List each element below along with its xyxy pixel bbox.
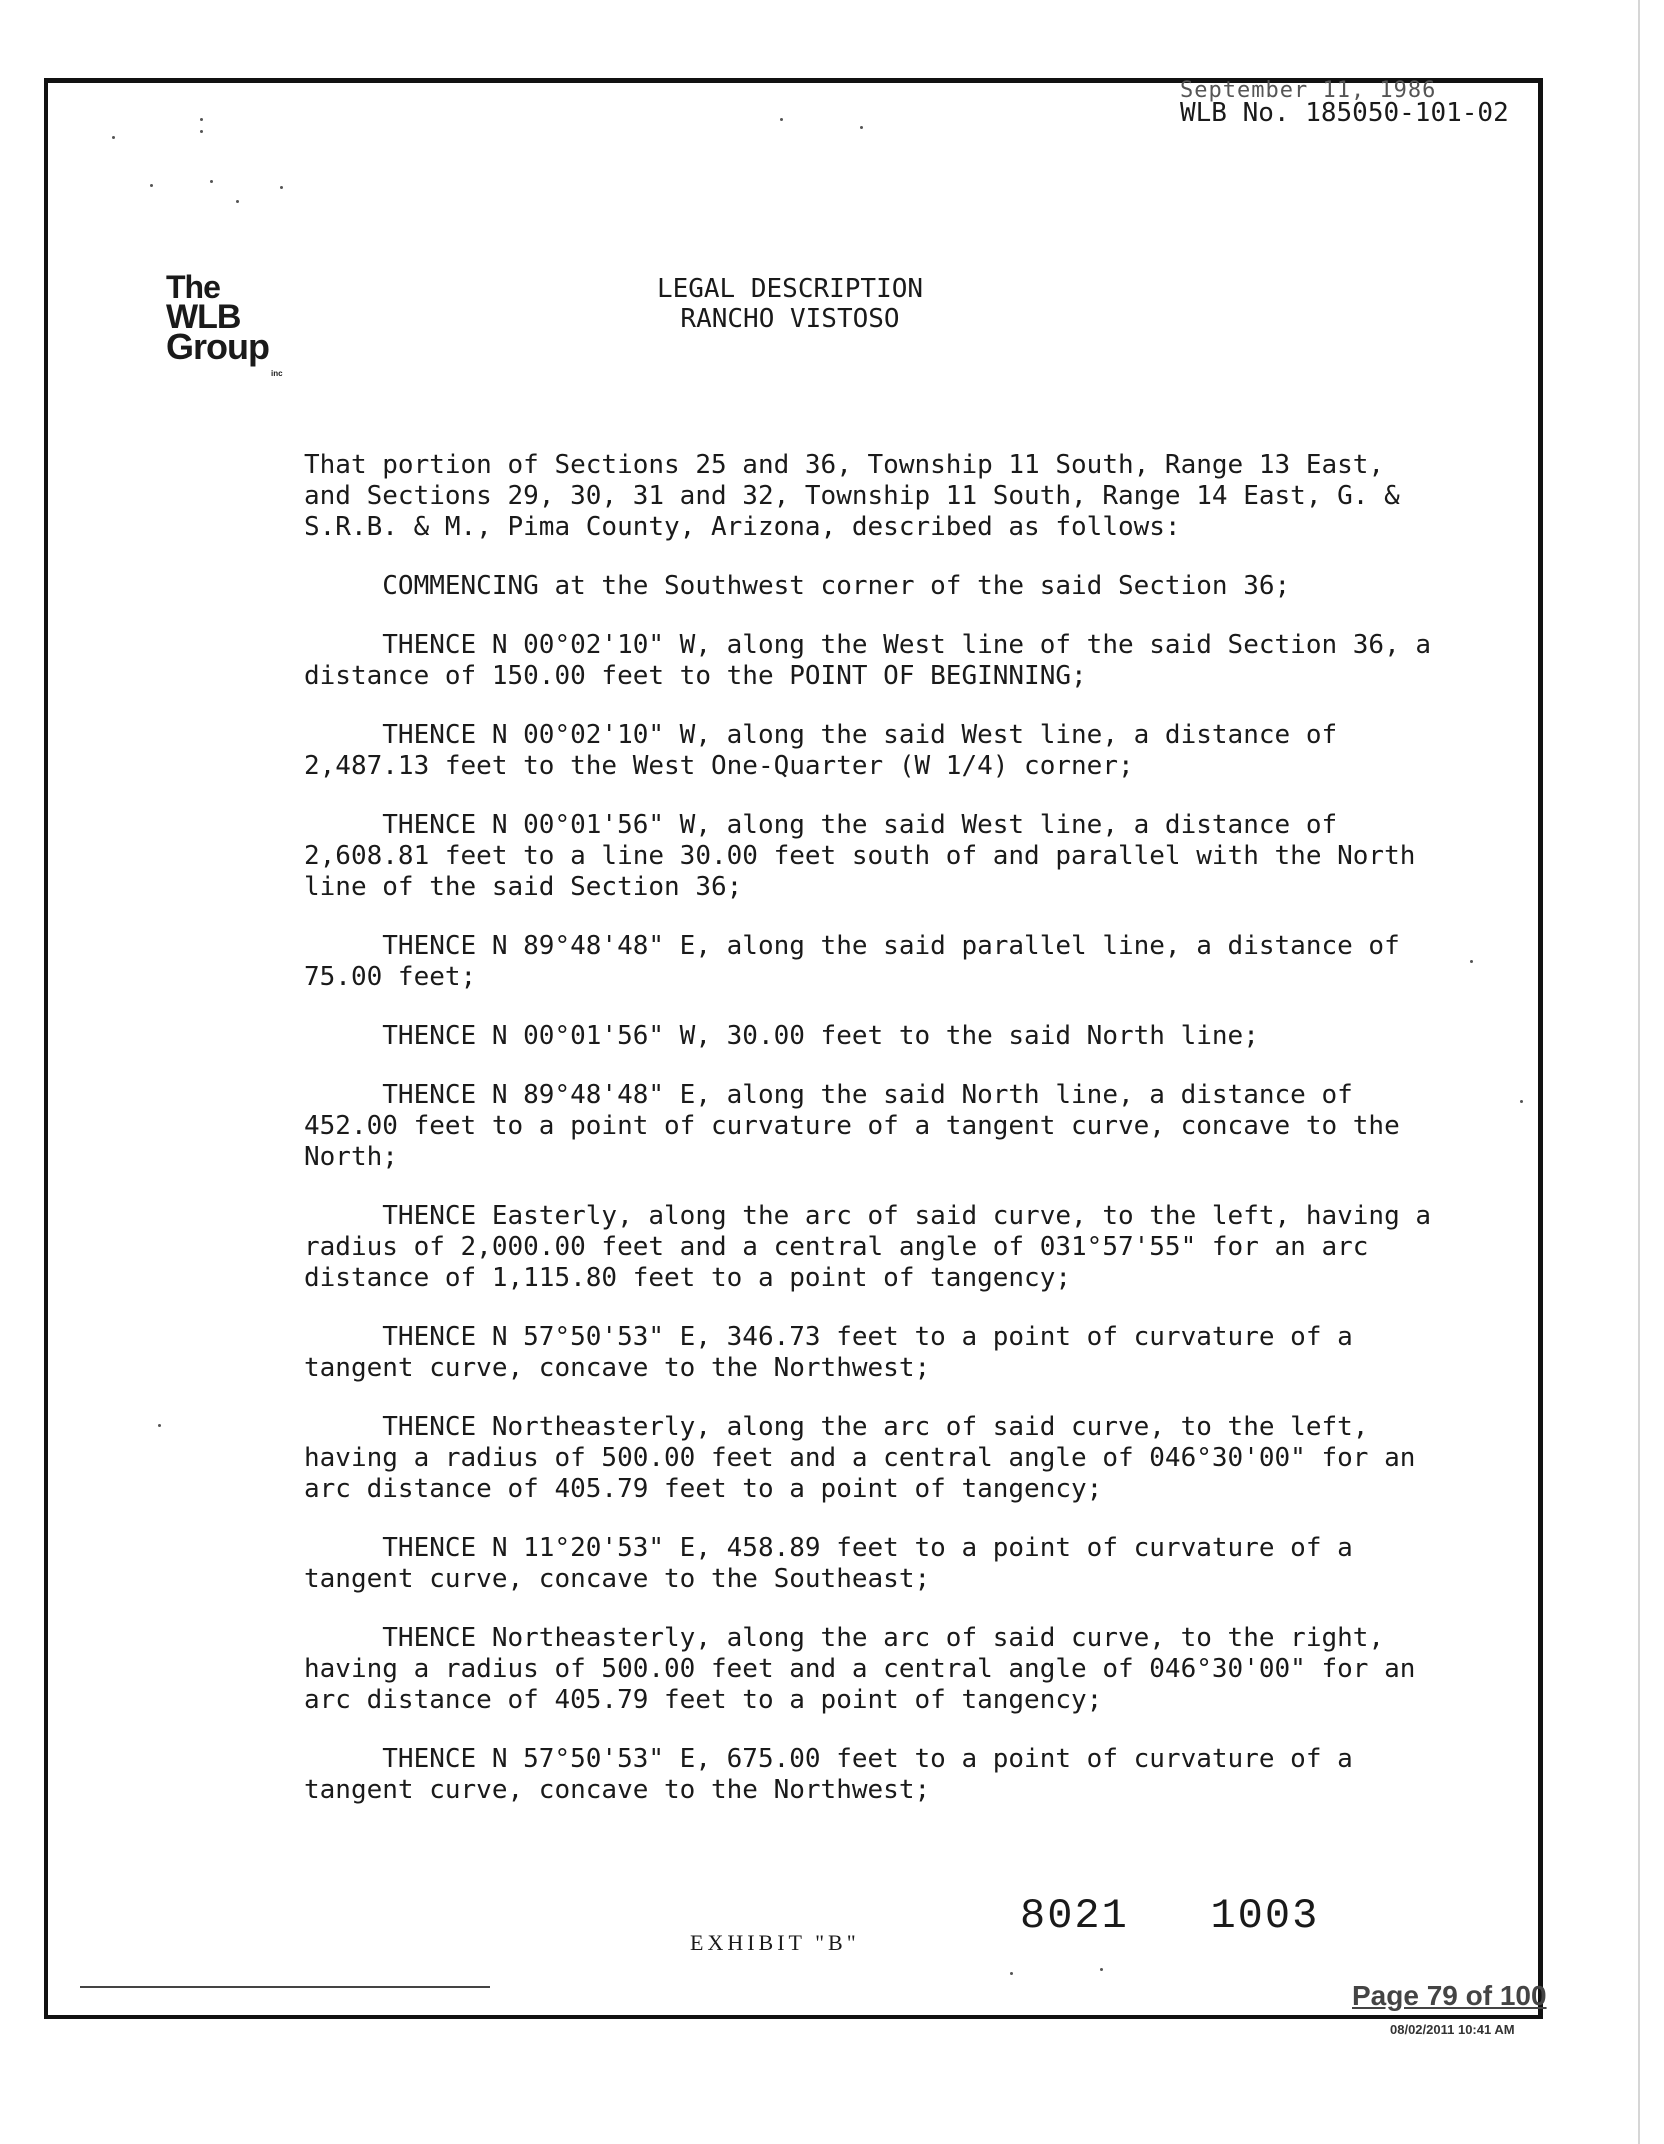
scan-speck [150,184,153,187]
logo-line-wlb: WLB [166,298,241,336]
scan-speck [280,186,283,189]
paragraph: THENCE N 00°01'56" W, along the said West line, a distance of 2,608.81 feet to a line 30.00 feet south of and parallel with the North line of the said Section 36; [304,810,1416,902]
paragraph: THENCE N 11°20'53" E, 458.89 feet to a point of curvature of a tangent curve, concave to the Southeast; [304,1533,1353,1594]
paragraph: THENCE N 89°48'48" E, along the said parallel line, a distance of 75.00 feet; [304,931,1400,992]
header-date-clipped: September 11, 1986 [1180,78,1437,103]
paragraph: COMMENCING at the Southwest corner of the said Section 36; [304,571,1291,601]
document-title [560,274,1020,334]
paragraph: THENCE N 57°50'53" E, 675.00 feet to a point of curvature of a tangent curve, concave to the Northwest; [304,1744,1353,1805]
paragraph: THENCE Northeasterly, along the arc of said curve, to the left, having a radius of 500.00 feet and a central angle of 046°30'00" for an arc distance of 405.79 feet to a point of tangency; [304,1412,1416,1504]
footer-rule [80,1986,490,1988]
paragraph: THENCE Northeasterly, along the arc of said curve, to the right, having a radius of 500.00 feet and a central angle of 046°30'00" for an arc distance of 405.79 feet to a point of tangency; [304,1623,1416,1715]
scan-speck [780,118,783,121]
page-edge-rule [1638,0,1640,2144]
exhibit-label: EXHIBIT "B" [690,1930,860,1955]
page-number-label: Page 79 of 100 [1352,1980,1547,2011]
scan-speck [200,118,203,121]
paragraph: THENCE N 89°48'48" E, along the said North line, a distance of 452.00 feet to a point of curvature of a tangent curve, concave to the North; [304,1080,1400,1172]
title-line-2: RANCHO VISTOSO [680,304,900,334]
paragraph: THENCE N 00°01'56" W, 30.00 feet to the said North line; [304,1021,1259,1051]
legal-description-body [304,450,1432,1834]
paragraph: THENCE N 00°02'10" W, along the said West line, a distance of 2,487.13 feet to the West One-Quarter (W 1/4) corner; [304,720,1338,781]
scan-speck [210,180,213,183]
scan-speck [200,130,203,133]
logo-line-the: The [166,269,220,305]
stamp-docket: 8021 [1020,1892,1129,1940]
paragraph: THENCE Easterly, along the arc of said curve, to the left, having a radius of 2,000.00 feet and a central angle of 031°57'55" for an arc distance of 1,115.80 feet to a point of tangency; [304,1201,1432,1293]
print-datestamp: 08/02/2011 10:41 AM [1390,2022,1515,2037]
logo-line-group: Group [166,326,269,367]
scan-speck [1010,1972,1013,1975]
recording-stamp [1020,1892,1319,1940]
stamp-page: 1003 [1210,1892,1320,1940]
paragraph: THENCE N 57°50'53" E, 346.73 feet to a point of curvature of a tangent curve, concave to the Northwest; [304,1322,1353,1383]
wlb-group-logo [166,269,283,378]
logo-line-inc: inc [271,369,283,378]
scan-speck [1100,1968,1103,1971]
title-line-1: LEGAL DESCRIPTION [656,274,924,304]
paragraph: THENCE N 00°02'10" W, along the West line of the said Section 36, a distance of 150.00 feet to the POINT OF BEGINNING; [304,630,1432,691]
scan-speck [860,126,863,129]
scan-speck [1520,1100,1523,1103]
scan-speck [1470,960,1473,963]
wlb-number: WLB No. 185050-101-02 [1180,98,1509,128]
scan-speck [158,1424,161,1427]
scan-speck [112,136,115,139]
scan-speck [236,200,239,203]
paragraph: That portion of Sections 25 and 36, Township 11 South, Range 13 East, and Sections 29, 30, 31 and 32, Township 11 South, Range 14 East, G. & S.R.B. & M., Pima County, Arizona, described as follows: [304,450,1400,542]
